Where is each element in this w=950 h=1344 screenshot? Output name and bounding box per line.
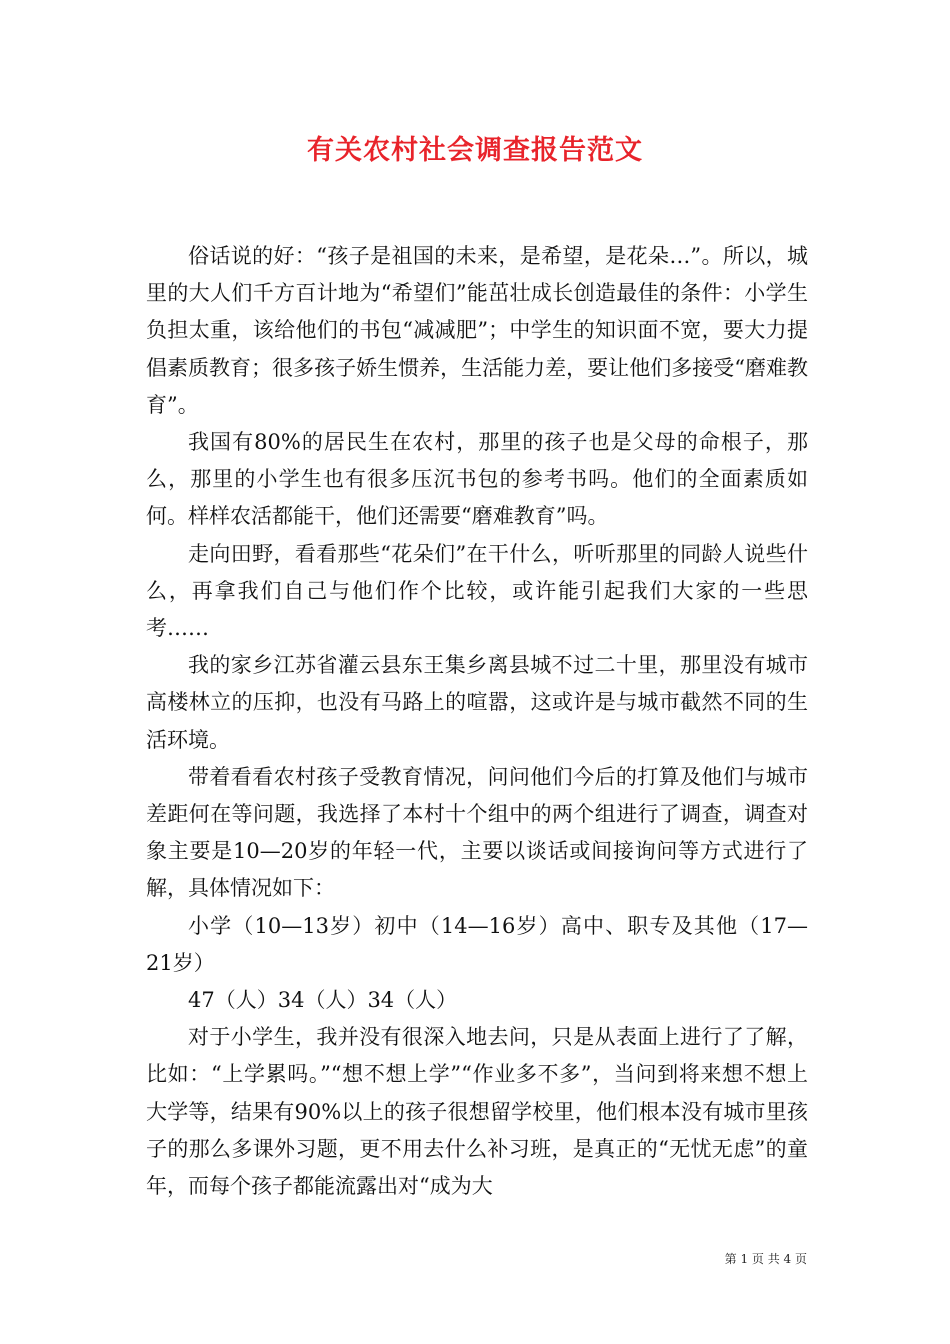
document-body bbox=[146, 238, 808, 1205]
paragraph: 对于小学生，我并没有很深入地去问，只是从表面上进行了了解，比如：“上学累吗。”“想不想上学”“作业多不多”，当问到将来想不想上大学等，结果有90%以上的孩子很想留学校里，他们根本没有城市里孩子的那么多课外习题，更不用去什么补习班，是真正的“无忧无虑”的童年，而每个孩子都能流露出对“成为大 bbox=[146, 1025, 808, 1199]
paragraph: 带着看看农村孩子受教育情况，问问他们今后的打算及他们与城市差距何在等问题，我选择了本村十个组中的两个组进行了调查，调查对象主要是10—20岁的年轻一代，主要以谈话或间接询问等方式进行了解，具体情况如下： bbox=[146, 764, 808, 901]
paragraph: 我的家乡江苏省灌云县东王集乡离县城不过二十里，那里没有城市高楼林立的压抑，也没有马路上的喧嚣，这或许是与城市截然不同的生活环境。 bbox=[146, 653, 808, 752]
paragraph: 俗话说的好：“孩子是祖国的未来，是希望，是花朵…”。所以，城里的大人们千方百计地为“希望们”能茁壮成长创造最佳的条件：小学生负担太重，该给他们的书包“减减肥”；中学生的知识面不宽，要大力提倡素质教育；很多孩子娇生惯养，生活能力差，要让他们多接受“磨难教育”。 bbox=[146, 244, 808, 417]
document-title: 有关农村社会调查报告范文 bbox=[307, 135, 643, 166]
paragraph: 走向田野，看看那些“花朵们”在干什么，听听那里的同龄人说些什么，再拿我们自己与他们作个比较，或许能引起我们大家的一些思考…… bbox=[146, 541, 808, 641]
paragraph: 47（人）34（人）34（人） bbox=[188, 988, 458, 1013]
page-number: 第 1 页 共 4 页 bbox=[724, 1252, 807, 1266]
paragraph: 我国有80%的居民生在农村，那里的孩子也是父母的命根子，那么，那里的小学生也有很多压沉书包的参考书吗。他们的全面素质如何。样样农活都能干，他们还需要“磨难教育”吗。 bbox=[146, 430, 808, 529]
paragraph: 小学（10—13岁）初中（14—16岁）高中、职专及其他（17—21岁） bbox=[146, 913, 808, 975]
